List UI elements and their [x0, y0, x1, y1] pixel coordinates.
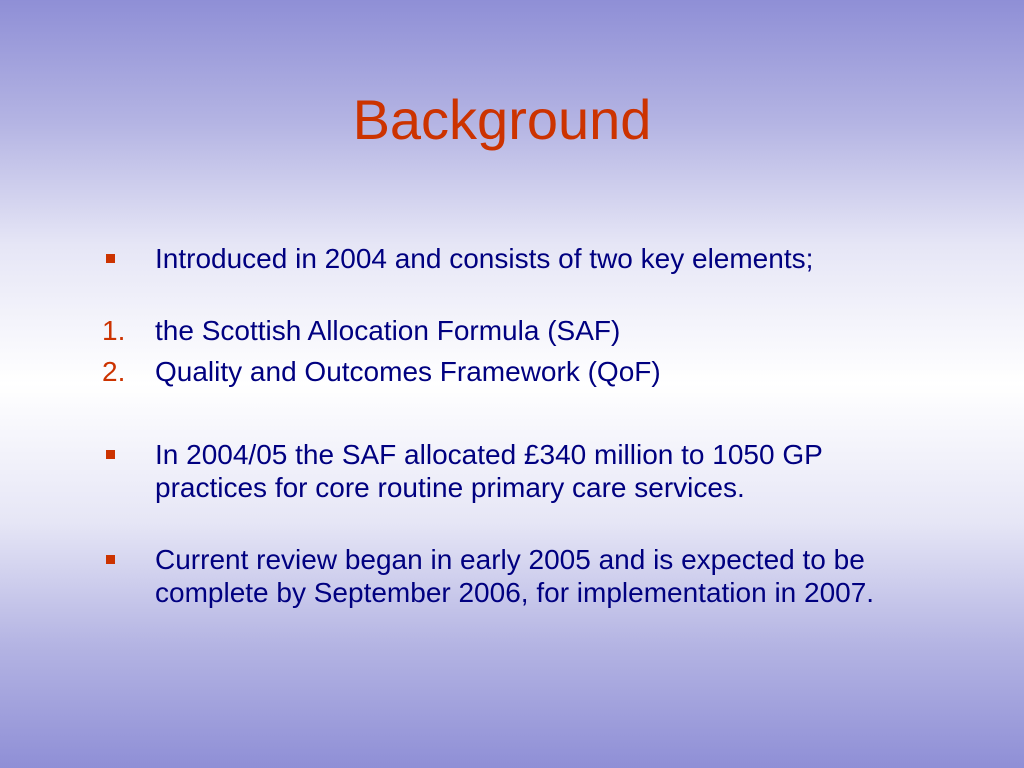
square-bullet-icon: [106, 254, 115, 263]
list-item-text: In 2004/05 the SAF allocated £340 million to 1050 GP practices for core routine primary care services.: [155, 439, 823, 503]
square-bullet-icon: [106, 450, 115, 459]
square-bullet-icon: [106, 555, 115, 564]
list-number: 1.: [102, 315, 126, 346]
slide-title: Background: [352, 88, 652, 151]
list-number: 2.: [102, 356, 126, 387]
list-item-text: Introduced in 2004 and consists of two key elements;: [155, 243, 814, 274]
list-item-text: Current review began in early 2005 and is expected to be complete by September 2006, for implementation in 2007.: [155, 544, 875, 608]
list-item-text: the Scottish Allocation Formula (SAF): [155, 315, 621, 346]
list-item-text: Quality and Outcomes Framework (QoF): [155, 356, 661, 387]
